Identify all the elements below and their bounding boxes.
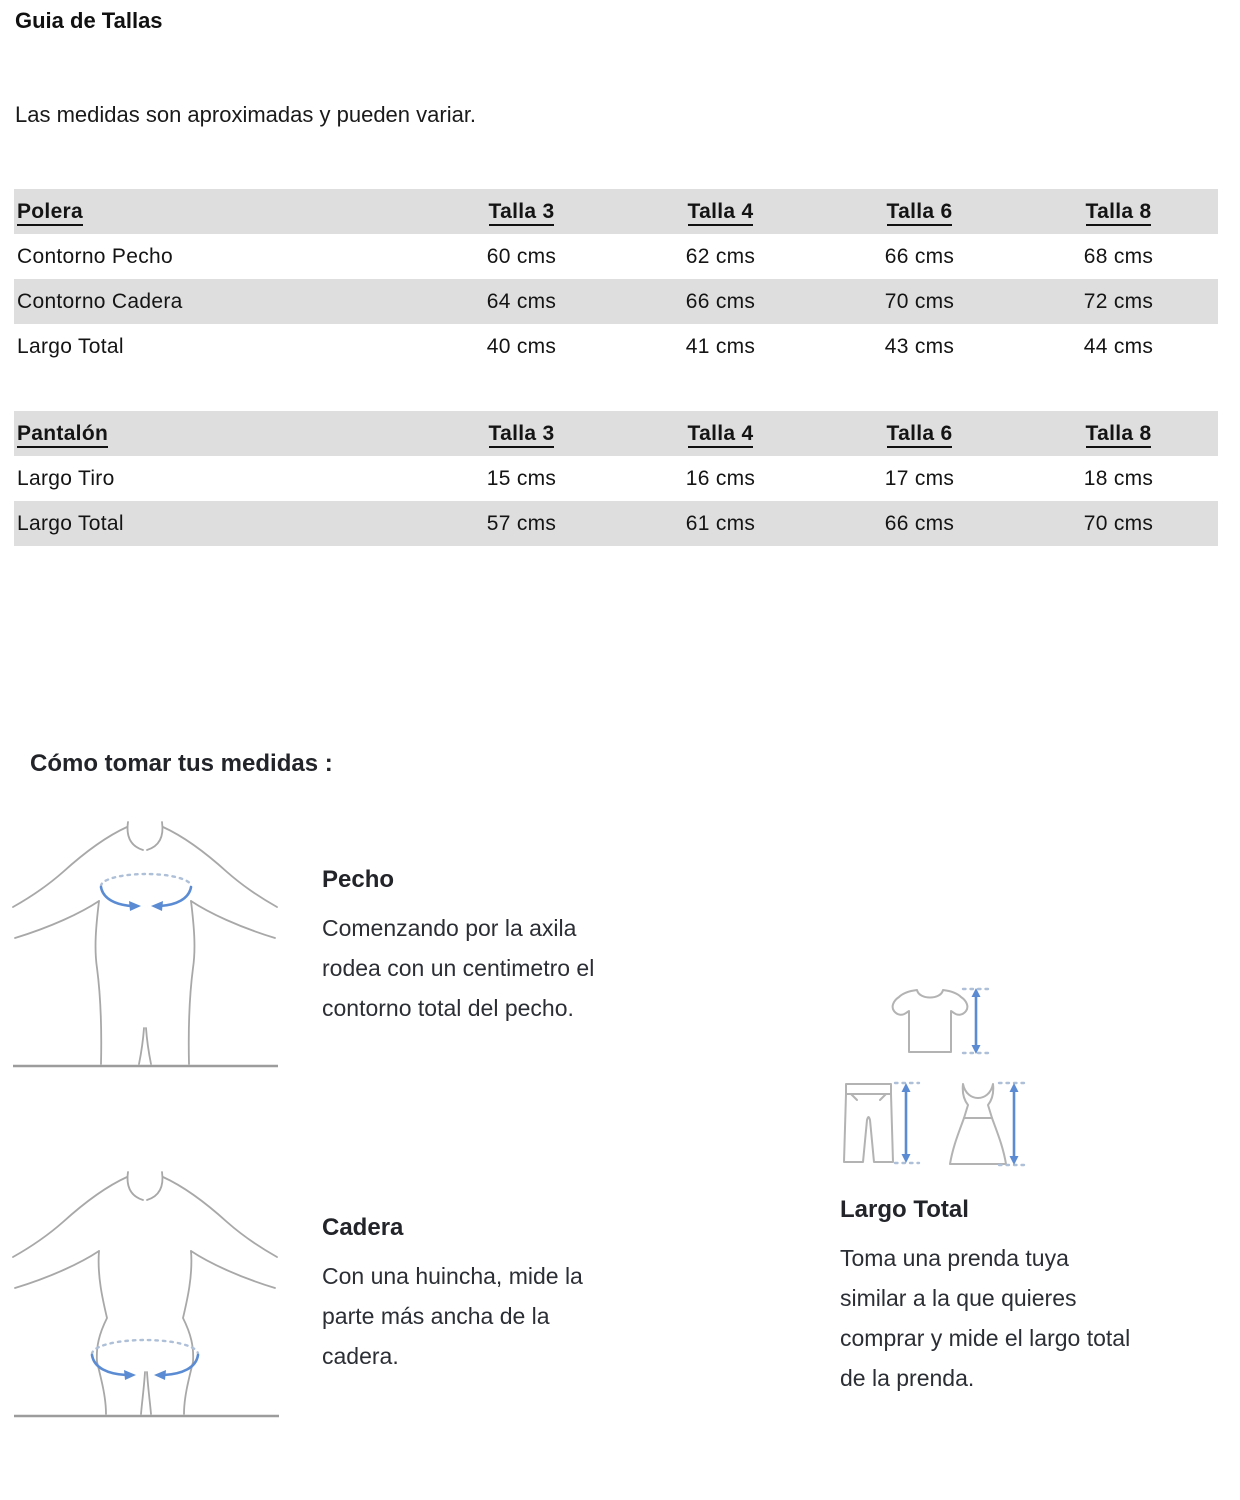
cadera-section — [322, 1214, 583, 1376]
howto-heading: Cómo tomar tus medidas : — [30, 750, 333, 777]
table-row — [14, 324, 1218, 369]
table-row — [14, 279, 1218, 324]
cadera-line: cadera. — [322, 1343, 399, 1369]
row-label: Largo Tiro — [17, 467, 115, 490]
row-label: Largo Total — [17, 512, 124, 535]
chest-measure-arrows-icon — [101, 874, 191, 911]
largo-total-title: Largo Total — [840, 1196, 969, 1223]
column-header-talla8: Talla 8 — [1086, 200, 1152, 226]
row-label: Contorno Cadera — [17, 290, 183, 313]
table-header-row — [14, 189, 1218, 234]
cadera-line: Con una huincha, mide la — [322, 1263, 583, 1289]
pecho-line: rodea con un centimetro el — [322, 955, 595, 981]
column-header-talla8: Talla 8 — [1086, 422, 1152, 448]
dress-length-icon — [950, 1083, 1026, 1165]
cell-value: 72 cms — [1083, 290, 1154, 313]
table-row — [14, 234, 1218, 279]
largo-total-line: comprar y mide el largo total — [840, 1325, 1131, 1351]
column-header-talla6: Talla 6 — [887, 422, 953, 448]
largo-total-line: Toma una prenda tuya — [840, 1245, 1069, 1271]
column-header-talla4: Talla 4 — [688, 422, 754, 448]
table-row — [14, 456, 1218, 501]
cell-value: 40 cms — [486, 335, 557, 358]
table-header-row — [14, 411, 1218, 456]
largo-total-line: similar a la que quieres — [840, 1285, 1077, 1311]
cell-value: 66 cms — [884, 512, 955, 535]
body-back-hip-measure-icon — [8, 1166, 283, 1418]
cell-value: 70 cms — [884, 290, 955, 313]
pantalon-size-table — [14, 411, 1218, 546]
cell-value: 17 cms — [884, 467, 955, 490]
cell-value: 70 cms — [1083, 512, 1154, 535]
row-label: Contorno Pecho — [17, 245, 173, 268]
table-title-polera: Polera — [17, 200, 83, 226]
body-front-chest-measure-icon — [8, 816, 283, 1068]
cell-value: 15 cms — [486, 467, 557, 490]
cell-value: 66 cms — [884, 245, 955, 268]
cell-value: 66 cms — [685, 290, 756, 313]
page-title: Guia de Tallas — [15, 8, 163, 33]
cadera-title: Cadera — [322, 1214, 404, 1241]
cell-value: 64 cms — [486, 290, 557, 313]
column-header-talla4: Talla 4 — [688, 200, 754, 226]
row-label: Largo Total — [17, 335, 124, 358]
page-subtitle: Las medidas son aproximadas y pueden variar. — [15, 102, 477, 127]
cell-value: 44 cms — [1083, 335, 1154, 358]
table-row — [14, 501, 1218, 546]
cell-value: 60 cms — [486, 245, 557, 268]
pecho-line: Comenzando por la axila — [322, 915, 577, 941]
largo-total-line: de la prenda. — [840, 1365, 975, 1391]
cell-value: 43 cms — [884, 335, 955, 358]
tshirt-length-icon — [893, 988, 990, 1054]
pecho-line: contorno total del pecho. — [322, 995, 574, 1021]
cell-value: 41 cms — [685, 335, 756, 358]
pecho-title: Pecho — [322, 866, 395, 893]
cadera-line: parte más ancha de la — [322, 1303, 550, 1329]
table-title-pantalon: Pantalón — [17, 422, 108, 448]
column-header-talla6: Talla 6 — [887, 200, 953, 226]
cell-value: 61 cms — [685, 512, 756, 535]
largo-total-section — [840, 1196, 1130, 1398]
cell-value: 18 cms — [1083, 467, 1154, 490]
pecho-section — [322, 866, 594, 1028]
polera-size-table — [14, 189, 1218, 369]
column-header-talla3: Talla 3 — [489, 422, 555, 448]
cell-value: 62 cms — [685, 245, 756, 268]
pants-length-icon — [844, 1083, 919, 1163]
column-header-talla3: Talla 3 — [489, 200, 555, 226]
cell-value: 68 cms — [1083, 245, 1154, 268]
garment-length-icons — [842, 982, 1032, 1172]
cell-value: 57 cms — [486, 512, 557, 535]
cell-value: 16 cms — [685, 467, 756, 490]
